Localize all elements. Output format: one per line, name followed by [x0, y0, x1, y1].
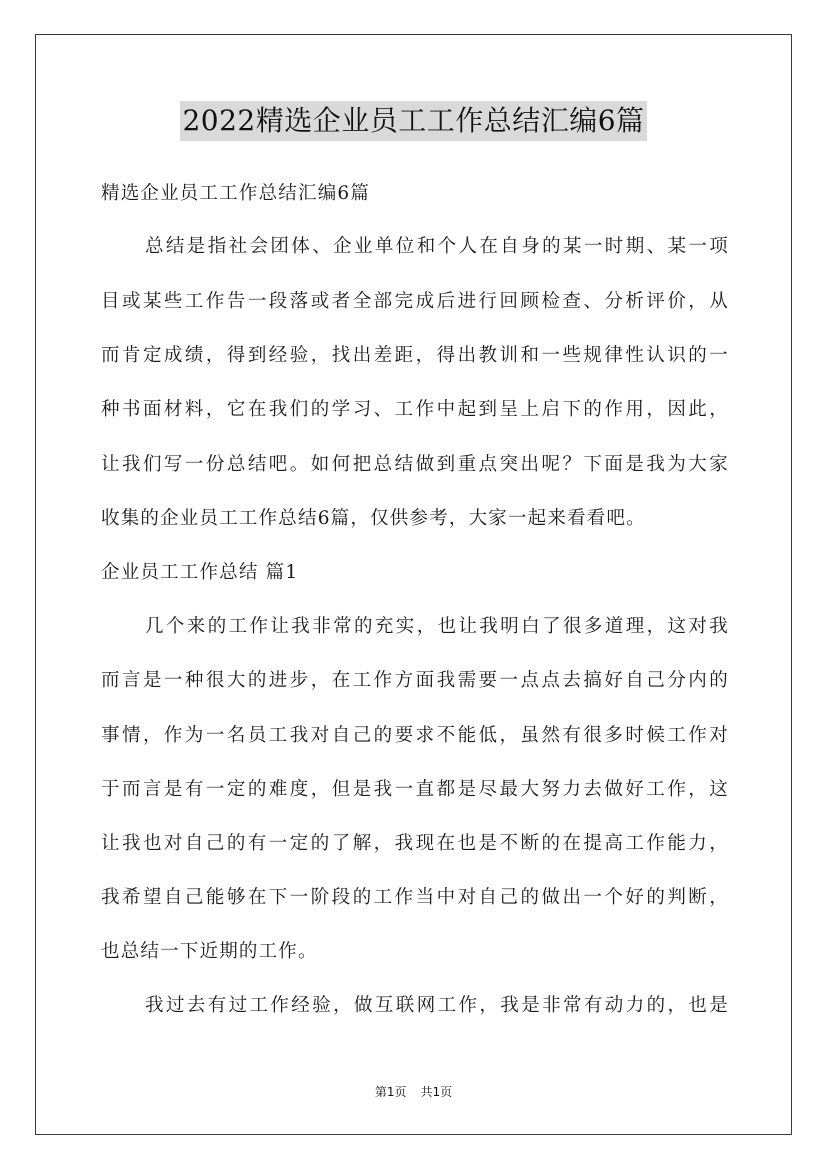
title-container	[0, 101, 827, 141]
document-title: 2022精选企业员工工作总结汇编6篇	[180, 101, 646, 141]
paragraph-line: 让我也对自己的有一定的了解，我现在也是不断的在提高工作能力，	[101, 833, 729, 854]
intro-line: 目或某些工作告一段落或者全部完成后进行回顾检查、分析评价，从	[101, 291, 729, 312]
intro-line: 而肯定成绩，得到经验，找出差距，得出教训和一些规律性认识的一	[101, 345, 729, 366]
paragraph-line: 几个来的工作让我非常的充实，也让我明白了很多道理，这对我	[145, 616, 729, 637]
paragraph-line: 事情，作为一名员工我对自己的要求不能低，虽然有很多时候工作对	[101, 725, 729, 746]
intro-line: 种书面材料，它在我们的学习、工作中起到呈上启下的作用，因此，	[101, 399, 729, 420]
page-total: 共1页	[420, 1085, 453, 1099]
intro-line: 收集的企业员工工作总结6篇，仅供参考，大家一起来看看吧。	[101, 508, 646, 529]
page-footer	[0, 1083, 827, 1101]
paragraph-line: 也总结一下近期的工作。	[101, 941, 318, 962]
section-heading: 企业员工工作总结 篇1	[101, 562, 299, 583]
paragraph-line: 我过去有过工作经验，做互联网工作，我是非常有动力的，也是	[145, 995, 729, 1016]
page-number: 第1页	[374, 1085, 407, 1099]
paragraph-line: 而言是一种很大的进步，在工作方面我需要一点点去搞好自己分内的	[101, 670, 729, 691]
intro-line: 让我们写一份总结吧。如何把总结做到重点突出呢？下面是我为大家	[101, 454, 729, 475]
intro-line: 总结是指社会团体、企业单位和个人在自身的某一时期、某一项	[145, 236, 729, 257]
paragraph-line: 我希望自己能够在下一阶段的工作当中对自己的做出一个好的判断，	[101, 887, 729, 908]
paragraph-line: 于而言是有一定的难度，但是我一直都是尽最大努力去做好工作，这	[101, 779, 729, 800]
document-subtitle: 精选企业员工工作总结汇编6篇	[101, 183, 371, 204]
